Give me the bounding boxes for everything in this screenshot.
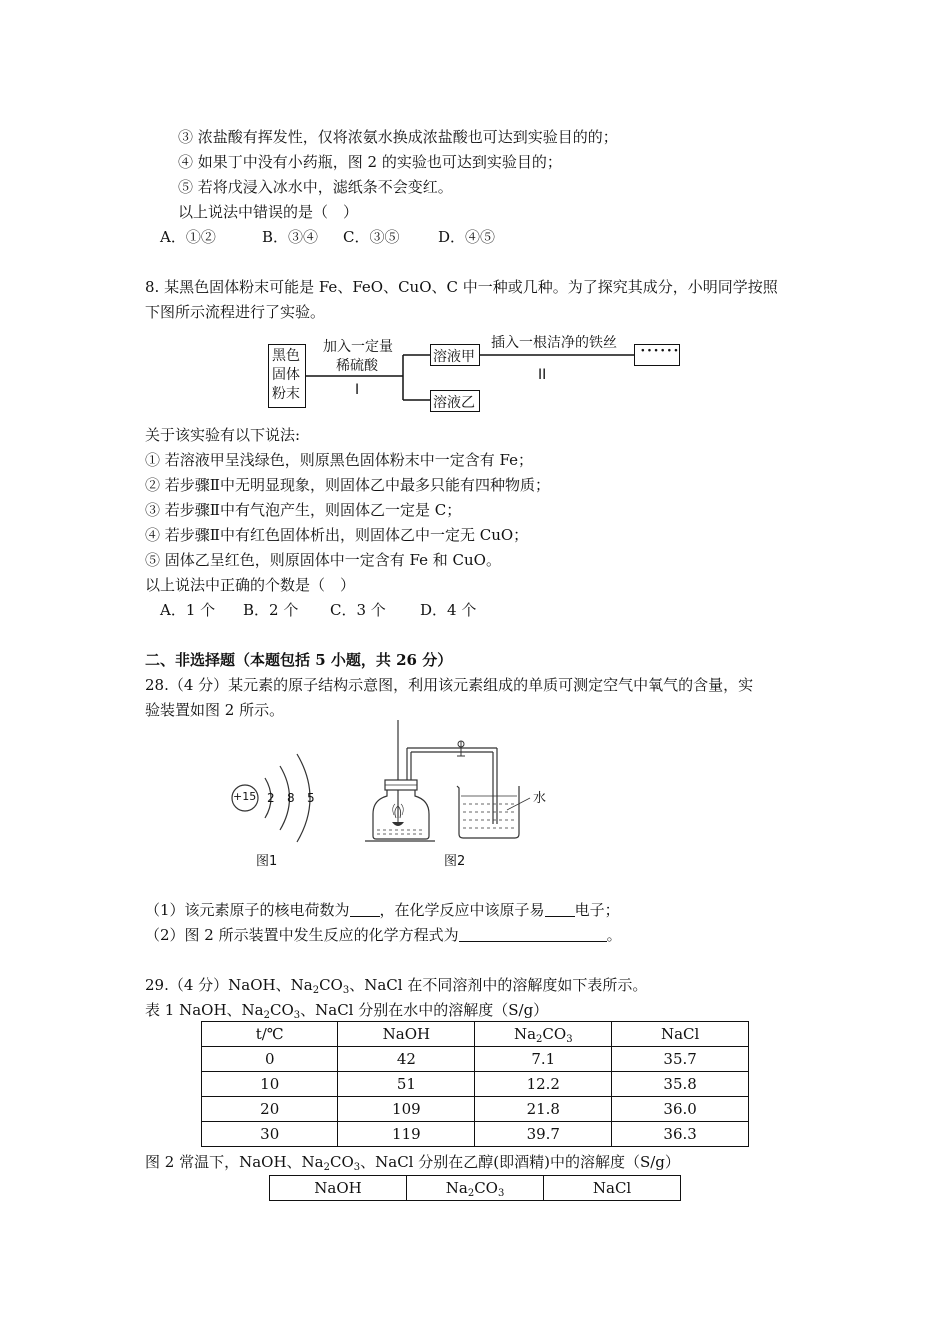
table1-cell-na2co3: 7.1	[475, 1047, 612, 1072]
q28-figure2-apparatus	[365, 718, 565, 843]
q8-intro: 关于该实验有以下说法:	[145, 426, 301, 444]
table2-title-text-b: CO	[329, 1153, 354, 1171]
q8-option-d: D．4 个	[420, 601, 477, 619]
q7-option-a: A．①②	[160, 228, 216, 246]
apparatus-graphic	[365, 718, 565, 843]
table1-cell-temp: 30	[202, 1122, 338, 1147]
atom-nucleus-charge: +15	[233, 790, 257, 803]
q8-statement-2: ② 若步骤Ⅱ中无明显现象，则固体乙中最多只能有四种物质；	[145, 476, 550, 494]
table1-na2co3-co: CO	[542, 1025, 567, 1043]
q29-stem-text-b: CO	[319, 976, 343, 994]
table1-cell-temp: 0	[202, 1047, 338, 1072]
q29-stem-text-c: 、NaCl 在不同溶剂中的溶解度如下表所示。	[349, 976, 648, 994]
table-row	[202, 1097, 749, 1122]
flow-start-label-1: 黑色	[272, 348, 300, 364]
table2-na2co3-co: CO	[474, 1179, 498, 1197]
q29-table2-ethanol-solubility	[269, 1175, 681, 1201]
flow-step1-label-top: 加入一定量	[323, 339, 393, 355]
table2-title-text-a: 图 2 常温下，NaOH、Na	[145, 1153, 324, 1171]
q29-stem	[145, 975, 647, 995]
q7-option-c: C．③⑤	[343, 228, 400, 246]
q28-sub2-text-b: 。	[606, 926, 622, 944]
q29-stem-text-a: 29.（4 分）NaOH、Na	[145, 976, 313, 994]
table1-cell-naoh: 109	[338, 1097, 475, 1122]
table2-na2co3-sub-3: 3	[497, 1188, 505, 1199]
atom-shell-2-count: 8	[287, 791, 295, 805]
q8-question: 以上说法中正确的个数是（ ）	[145, 576, 356, 594]
table1-header-nacl: NaCl	[612, 1022, 749, 1047]
q28-sub-question-2	[145, 925, 622, 945]
q7-statement-5: ⑤ 若将戊浸入冰水中，滤纸条不会变红。	[178, 178, 453, 196]
q29-stem-sub-3: 3	[342, 985, 350, 996]
flow-solution-a-label: 溶液甲	[433, 349, 475, 365]
table1-cell-na2co3: 12.2	[475, 1072, 612, 1097]
flow-end-box	[634, 344, 680, 366]
table-row	[202, 1072, 749, 1097]
table1-title-text-a: 表 1 NaOH、Na	[145, 1001, 264, 1019]
table1-title-sub-2: 2	[263, 1010, 270, 1021]
table1-header-temp: t/℃	[202, 1022, 338, 1047]
q28-sub1-text-b: ，在化学反应中该原子易	[379, 901, 545, 919]
table1-cell-nacl: 35.7	[612, 1047, 749, 1072]
table1-header-na2co3	[475, 1022, 612, 1047]
q29-table2-title	[145, 1152, 680, 1172]
q8-statement-3: ③ 若步骤Ⅱ中有气泡产生，则固体乙一定是 C；	[145, 501, 462, 519]
table1-title-text-c: 、NaCl 分别在水中的溶解度（S/g）	[300, 1001, 549, 1019]
flow-solution-a-box	[430, 344, 480, 366]
table2-na2co3-na: Na	[445, 1179, 468, 1197]
table1-cell-nacl: 36.0	[612, 1097, 749, 1122]
table-row	[202, 1122, 749, 1147]
table1-na2co3-sub-2: 2	[536, 1034, 543, 1045]
atom-shell-1-count: 2	[267, 791, 275, 805]
q29-stem-sub-2: 2	[312, 985, 320, 996]
q8-stem-line1: 8. 某黑色固体粉末可能是 Fe、FeO、CuO、C 中一种或几种。为了探究其成分，小明同学按照	[145, 278, 778, 296]
q8-flow-diagram	[268, 330, 688, 415]
flow-solution-b-box	[430, 390, 480, 412]
q28-sub2-text-a: （2）图 2 所示装置中发生反应的化学方程式为	[145, 926, 459, 944]
table1-cell-na2co3: 21.8	[475, 1097, 612, 1122]
q28-figure1-atom-diagram	[225, 748, 335, 848]
section2-heading: 二、非选择题（本题包括 5 小题，共 26 分）	[145, 651, 453, 669]
q28-sub-question-1	[145, 900, 620, 920]
q28-figure1-caption: 图1	[256, 854, 278, 869]
q28-answer-blank-electron[interactable]	[545, 902, 575, 917]
table2-title-sub-2: 2	[323, 1162, 330, 1173]
table2-title-sub-3: 3	[353, 1162, 361, 1173]
table2-na2co3-sub-2: 2	[467, 1188, 475, 1199]
table1-cell-naoh: 51	[338, 1072, 475, 1097]
table-row	[202, 1047, 749, 1072]
q7-statement-4: ④ 如果丁中没有小药瓶，图 2 的实验也可达到实验目的；	[178, 153, 562, 171]
table1-cell-na2co3: 39.7	[475, 1122, 612, 1147]
q8-option-b: B．2 个	[243, 601, 299, 619]
table1-cell-nacl: 36.3	[612, 1122, 749, 1147]
q28-sub1-text-c: 电子；	[574, 901, 620, 919]
q8-statement-5: ⑤ 固体乙呈红色，则原固体中一定含有 Fe 和 CuO。	[145, 551, 501, 569]
flow-solution-b-label: 溶液乙	[433, 395, 475, 411]
flow-end-dots: ∙∙∙∙∙∙	[640, 346, 680, 356]
apparatus-water-label: 水	[533, 791, 547, 806]
flow-step1-roman: I	[355, 382, 360, 398]
table1-title-text-b: CO	[269, 1001, 294, 1019]
q28-answer-blank-nuclear-charge[interactable]	[350, 902, 380, 917]
q7-question: 以上说法中错误的是（ ）	[178, 203, 359, 221]
table1-cell-naoh: 119	[338, 1122, 475, 1147]
q28-stem-line1: 28.（4 分）某元素的原子结构示意图，利用该元素组成的单质可测定空气中氧气的含量，实	[145, 676, 754, 694]
q8-stem-line2: 下图所示流程进行了实验。	[145, 303, 326, 321]
q8-option-a: A．1 个	[160, 601, 216, 619]
table1-cell-temp: 10	[202, 1072, 338, 1097]
table2-header-na2co3	[406, 1176, 543, 1201]
q28-stem-line2: 验装置如图 2 所示。	[145, 701, 285, 719]
table1-header-naoh: NaOH	[338, 1022, 475, 1047]
flow-start-box	[268, 344, 306, 408]
q29-table1-water-solubility	[201, 1021, 749, 1147]
table2-header-row	[270, 1176, 681, 1201]
table1-na2co3-na: Na	[513, 1025, 537, 1043]
flow-step2-label: 插入一根洁净的铁丝	[491, 335, 617, 351]
flow-start-label-3: 粉末	[272, 386, 300, 402]
table1-na2co3-sub-3: 3	[566, 1034, 573, 1045]
q28-figure2-caption: 图2	[444, 854, 466, 869]
table1-title-sub-3: 3	[293, 1010, 301, 1021]
flow-start-label-2: 固体	[272, 367, 300, 383]
q7-statement-3: ③ 浓盐酸有挥发性，仅将浓氨水换成浓盐酸也可达到实验目的的；	[178, 128, 618, 146]
flow-step2-roman: II	[538, 367, 547, 383]
q28-sub1-text-a: （1）该元素原子的核电荷数为	[145, 901, 350, 919]
q29-table1-title	[145, 1000, 548, 1020]
table2-header-nacl: NaCl	[544, 1176, 681, 1201]
q8-statement-4: ④ 若步骤Ⅱ中有红色固体析出，则固体乙中一定无 CuO；	[145, 526, 529, 544]
atom-shell-3-count: 5	[307, 791, 315, 805]
q7-option-d: D．④⑤	[438, 228, 496, 246]
q8-statement-1: ① 若溶液甲呈浅绿色，则原黑色固体粉末中一定含有 Fe；	[145, 451, 534, 469]
table2-title-text-c: 、NaCl 分别在乙醇(即酒精)中的溶解度（S/g）	[360, 1153, 680, 1171]
q8-option-c: C．3 个	[330, 601, 386, 619]
q7-option-b: B．③④	[262, 228, 319, 246]
q28-answer-blank-equation[interactable]	[459, 927, 607, 942]
flow-step1-label-bottom: 稀硫酸	[336, 358, 378, 374]
table1-header-row	[202, 1022, 749, 1047]
table1-cell-temp: 20	[202, 1097, 338, 1122]
table1-cell-nacl: 35.8	[612, 1072, 749, 1097]
table1-cell-naoh: 42	[338, 1047, 475, 1072]
table2-header-naoh: NaOH	[270, 1176, 407, 1201]
